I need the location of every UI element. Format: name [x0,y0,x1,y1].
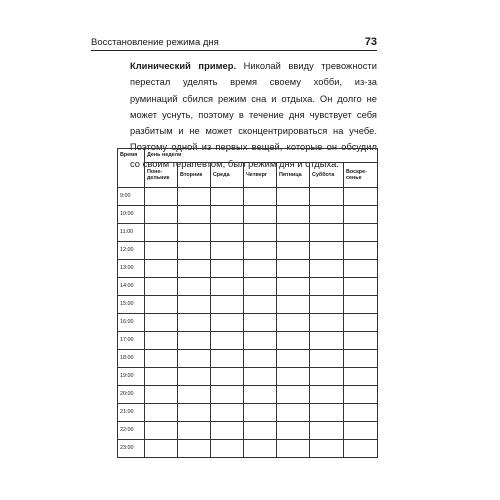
schedule-cell [310,224,344,242]
time-label: 17:00 [118,332,145,350]
schedule-cell [211,206,244,224]
schedule-cell [211,188,244,206]
schedule-cell [145,404,178,422]
schedule-cell [145,206,178,224]
time-label: 19:00 [118,368,145,386]
schedule-cell [277,422,310,440]
day-label: Поне- дельник [147,168,170,181]
schedule-cell [211,260,244,278]
schedule-cell [310,404,344,422]
time-label: 15:00 [118,296,145,314]
schedule-cell [244,242,277,260]
schedule-table [117,148,378,458]
time-row [118,440,378,458]
schedule-cell [145,440,178,458]
time-row [118,404,378,422]
schedule-cell [310,242,344,260]
day-header [310,163,344,188]
schedule-cell [211,404,244,422]
time-row [118,332,378,350]
schedule-cell [310,422,344,440]
time-label: 22:00 [118,422,145,440]
schedule-cell [145,260,178,278]
time-row [118,296,378,314]
running-head: Восстановление режима дня [91,37,219,48]
day-label: Среда [213,171,230,178]
schedule-cell [145,188,178,206]
schedule-cell [145,242,178,260]
schedule-cell [244,386,277,404]
schedule-cell [244,314,277,332]
schedule-cell [244,368,277,386]
schedule-cell [344,404,378,422]
schedule-cell [178,224,211,242]
schedule-cell [211,314,244,332]
schedule-cell [178,314,211,332]
time-label: 11:00 [118,224,145,242]
day-header [344,163,378,188]
time-label: 20:00 [118,386,145,404]
schedule-cell [277,314,310,332]
day-label: Четверг [246,171,268,178]
schedule-cell [277,278,310,296]
schedule-cell [310,368,344,386]
schedule-cell [310,278,344,296]
schedule-cell [145,296,178,314]
schedule-cell [178,386,211,404]
schedule-cell [310,314,344,332]
page-number: 73 [364,36,377,48]
time-row [118,224,378,242]
schedule-cell [178,206,211,224]
day-header [145,163,178,188]
schedule-cell [211,368,244,386]
schedule-cell [244,206,277,224]
schedule-cell [211,422,244,440]
schedule-cell [145,386,178,404]
time-row [118,206,378,224]
schedule-cell [344,440,378,458]
schedule-cell [145,224,178,242]
schedule-cell [211,350,244,368]
schedule-cell [277,386,310,404]
schedule-cell [178,278,211,296]
schedule-cell [178,422,211,440]
schedule-cell [277,332,310,350]
schedule-cell [145,314,178,332]
schedule-cell [145,350,178,368]
schedule-cell [277,440,310,458]
schedule-cell [211,296,244,314]
schedule-cell [145,332,178,350]
day-label: Воскре- сенье [346,168,367,181]
schedule-cell [344,188,378,206]
schedule-cell [310,260,344,278]
time-label: 9:00 [118,188,145,206]
time-label: 13:00 [118,260,145,278]
time-label: 10:00 [118,206,145,224]
schedule-cell [310,296,344,314]
day-header [244,163,277,188]
schedule-cell [310,440,344,458]
schedule-cell [277,350,310,368]
schedule-cell [211,332,244,350]
schedule-cell [344,296,378,314]
schedule-cell [178,242,211,260]
schedule-cell [244,188,277,206]
schedule-cell [277,368,310,386]
schedule-cell [178,332,211,350]
header-rule [91,50,377,51]
time-row [118,386,378,404]
schedule-cell [310,332,344,350]
schedule-cell [277,188,310,206]
time-row [118,278,378,296]
paragraph-lead: Клинический пример. [130,61,237,71]
day-header [178,163,211,188]
time-row [118,368,378,386]
schedule-cell [344,314,378,332]
time-row [118,260,378,278]
schedule-cell [310,350,344,368]
schedule-cell [277,242,310,260]
schedule-cell [145,422,178,440]
schedule-cell [310,206,344,224]
time-label: 14:00 [118,278,145,296]
time-label: 16:00 [118,314,145,332]
schedule-cell [344,224,378,242]
schedule-cell [244,278,277,296]
schedule-cell [178,404,211,422]
time-row [118,350,378,368]
time-row [118,422,378,440]
schedule-cell [277,206,310,224]
schedule-cell [310,386,344,404]
schedule-cell [211,242,244,260]
schedule-cell [244,224,277,242]
schedule-cell [244,332,277,350]
time-row [118,188,378,206]
schedule-cell [344,278,378,296]
schedule-cell [178,260,211,278]
day-label: Пятница [279,171,302,178]
schedule-cell [344,260,378,278]
schedule-cell [211,440,244,458]
schedule-cell [310,188,344,206]
schedule-cell [344,350,378,368]
schedule-cell [277,260,310,278]
time-label: 23:00 [118,440,145,458]
day-label: Вторник [180,171,203,178]
time-row [118,242,378,260]
paragraph-body: Николай ввиду тревожности перестал уделять время своему хобби, из-за руминаций сбился режим сна и отдыха. Он долго не может уснуть, поэтому в течение дня чувствует себя разбитым и не может сконцентрироваться на учебе. Поэтому одной из первых вещей, которые он обсудил со своим терапевтом, был режим дня и отдыха. [130,61,377,169]
schedule-cell [244,296,277,314]
schedule-cell [178,188,211,206]
schedule-cell [344,368,378,386]
schedule-cell [178,350,211,368]
schedule-cell [344,422,378,440]
time-column-header: Время [118,149,145,188]
time-row [118,314,378,332]
schedule-cell [244,260,277,278]
day-header [277,163,310,188]
day-header [211,163,244,188]
schedule-cell [244,404,277,422]
schedule-cell [277,296,310,314]
day-label: Суббота [312,171,335,178]
time-label: 12:00 [118,242,145,260]
schedule-cell [344,242,378,260]
schedule-cell [244,440,277,458]
schedule-cell [211,224,244,242]
weekday-header: День недели [145,149,378,163]
schedule-cell [244,350,277,368]
schedule-cell [211,386,244,404]
schedule-cell [178,368,211,386]
schedule-cell [277,404,310,422]
schedule-cell [145,278,178,296]
schedule-cell [211,278,244,296]
time-label: 21:00 [118,404,145,422]
schedule-cell [344,386,378,404]
schedule-cell [178,296,211,314]
schedule-cell [277,224,310,242]
schedule-cell [244,422,277,440]
time-label: 18:00 [118,350,145,368]
schedule-cell [344,206,378,224]
schedule-cell [145,368,178,386]
schedule-cell [344,332,378,350]
schedule-cell [178,440,211,458]
